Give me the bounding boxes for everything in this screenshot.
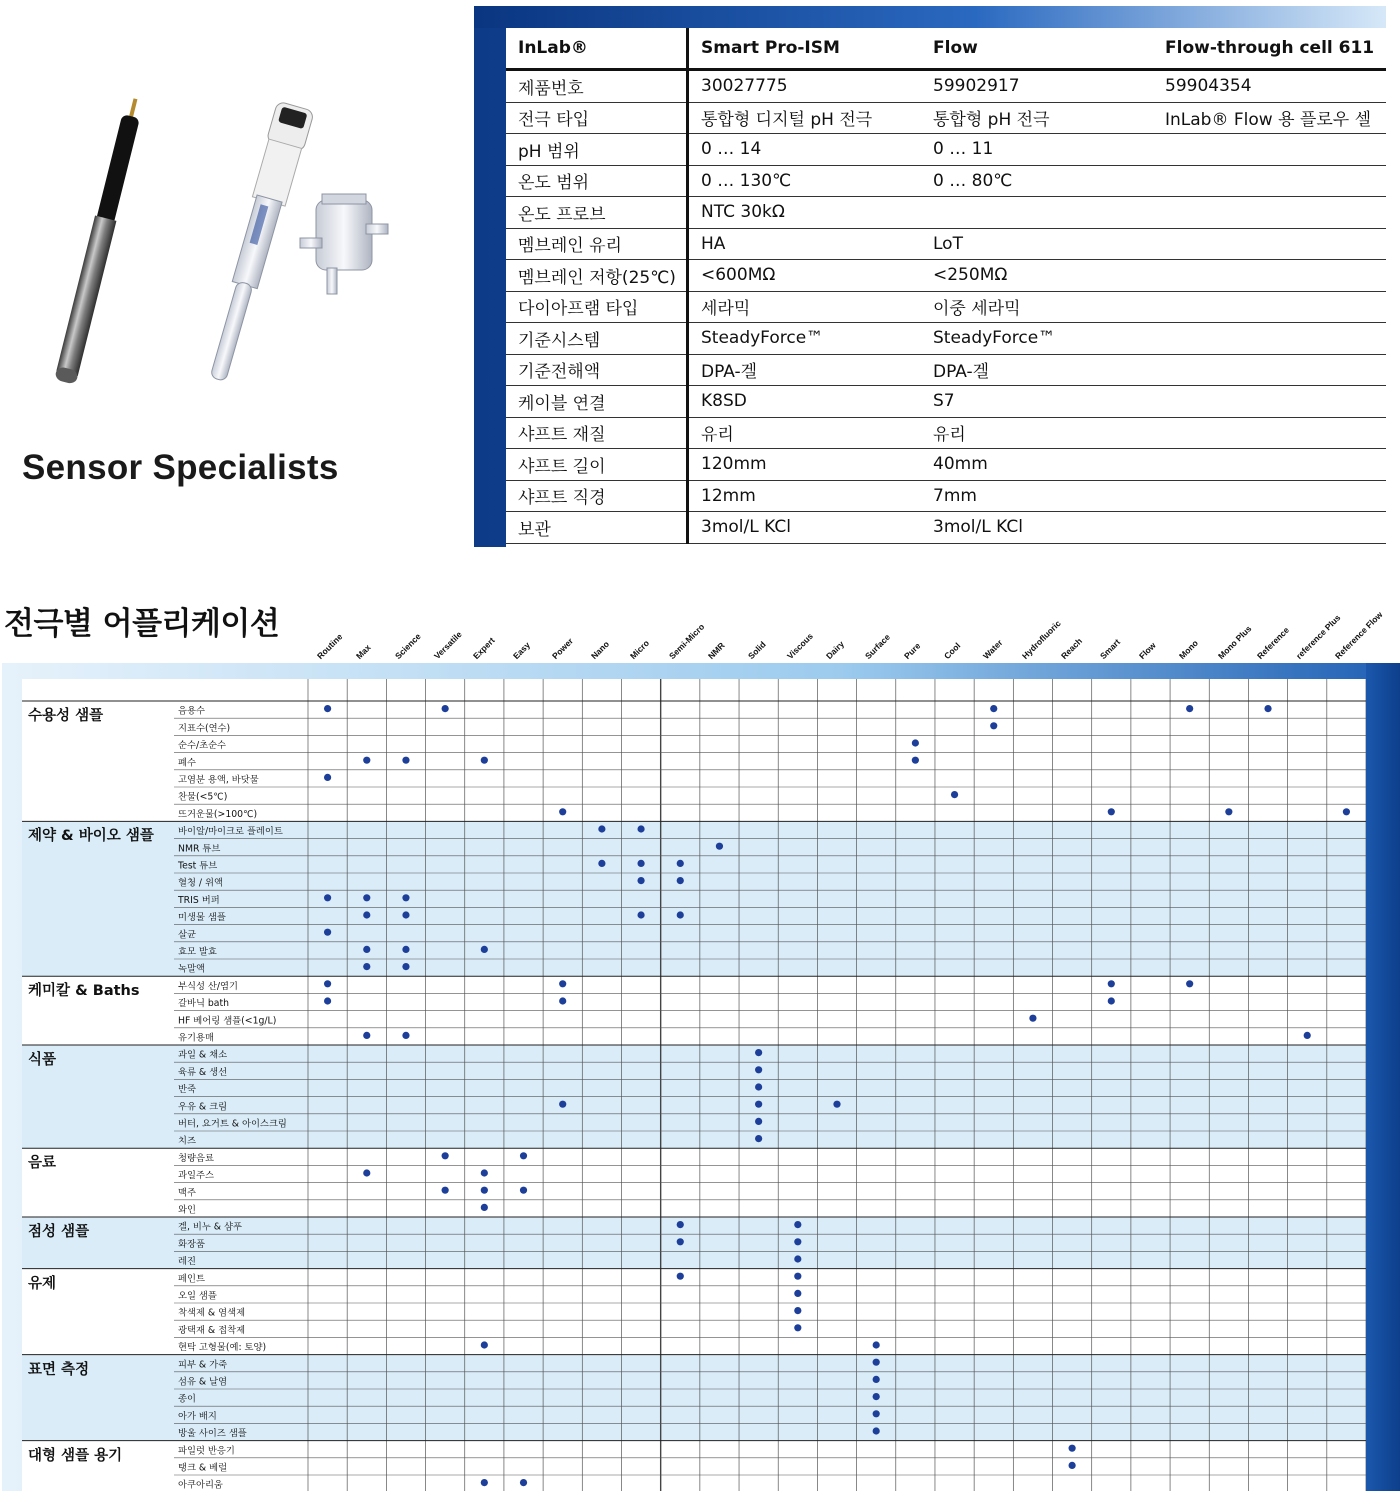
spec-cell (1153, 323, 1386, 355)
application-row-label: 폐수 (178, 757, 196, 769)
spec-cell: NTC 30kΩ (688, 197, 922, 229)
electrode-black-icon (54, 96, 146, 385)
spec-cell (1153, 134, 1386, 166)
category-label: 제약 & 바이오 샘플 (28, 828, 154, 845)
application-dot (481, 1479, 488, 1486)
spec-cell: 통합형 pH 전극 (921, 102, 1153, 134)
spec-cell: 40mm (921, 449, 1153, 481)
spec-cell: 12mm (688, 480, 922, 512)
application-row-label: 방울 사이즈 샘플 (178, 1428, 247, 1440)
spec-cell: LoT (921, 228, 1153, 260)
spec-row-label: 다이아프램 타입 (506, 291, 688, 323)
application-row-label: 현탁 고형물(예: 토양) (178, 1342, 267, 1354)
application-dot (520, 1152, 527, 1159)
application-dot (755, 1101, 762, 1108)
spec-table (506, 28, 1386, 544)
application-dot (402, 963, 409, 970)
application-row-label: 순수/초순수 (178, 740, 227, 752)
spec-row (506, 197, 1386, 229)
spec-row (506, 354, 1386, 386)
spec-row (506, 512, 1386, 544)
application-dot (755, 1083, 762, 1090)
electrode-column-header: Hydrofluoric (1019, 618, 1063, 661)
application-dot (1186, 980, 1193, 987)
application-dot (402, 757, 409, 764)
electrode-column-header: Reach (1059, 635, 1085, 661)
electrode-column-header: Dairy (823, 638, 847, 661)
application-chart (22, 679, 1366, 1491)
application-row-label: 미생물 샘플 (178, 912, 226, 924)
flow-cell-icon (300, 194, 388, 294)
application-row-label: 과일 & 채소 (178, 1049, 228, 1061)
application-row-label: 음용수 (178, 705, 205, 717)
electrode-column-header: Flow (1137, 640, 1159, 661)
application-dot (324, 929, 331, 936)
application-row-label: 유기용매 (178, 1032, 214, 1044)
electrode-column-header: Versatile (432, 629, 464, 661)
spec-header-row (506, 28, 1386, 70)
application-dot (1108, 980, 1115, 987)
application-dot (716, 843, 723, 850)
spec-cell: <600MΩ (688, 260, 922, 292)
spec-cell: K8SD (688, 386, 922, 418)
application-dot (677, 877, 684, 884)
electrode-column-header: Reference Flow (1333, 609, 1385, 661)
spec-row (506, 386, 1386, 418)
application-row-label: 고염분 용액, 바닷물 (178, 774, 259, 786)
application-dot (481, 1204, 488, 1211)
product-images (0, 0, 470, 430)
spec-row-label: 샤프트 직경 (506, 480, 688, 512)
category-label: 음료 (28, 1155, 57, 1172)
application-row-label: 반죽 (178, 1084, 196, 1096)
spec-row (506, 165, 1386, 197)
spec-cell (1153, 291, 1386, 323)
application-dot (794, 1238, 801, 1245)
spec-cell (1153, 512, 1386, 544)
spec-cell: SteadyForce™ (921, 323, 1153, 355)
application-dot (363, 1032, 370, 1039)
spec-cell: InLab® Flow 용 플로우 셀 (1153, 102, 1386, 134)
application-row-label: 녹말액 (178, 963, 205, 975)
electrode-column-header: Expert (471, 635, 498, 661)
electrode-column-header: Cool (941, 640, 962, 661)
electrode-column-header: Power (549, 635, 575, 661)
electrode-column-header: Semi-Micro (667, 621, 707, 661)
electrode-column-header: Micro (627, 637, 652, 661)
spec-cell: 59902917 (921, 70, 1153, 103)
application-dot (677, 1238, 684, 1245)
application-dot (559, 1101, 566, 1108)
category-label: 식품 (28, 1052, 57, 1068)
application-dot (1264, 705, 1271, 712)
electrode-column-header: Max (353, 642, 373, 661)
application-dot (951, 791, 958, 798)
application-row-label: 아가 배지 (178, 1410, 217, 1422)
spec-cell: DPA-겔 (688, 354, 922, 386)
application-dot (559, 808, 566, 815)
application-dot (755, 1118, 762, 1125)
electrode-column-header: Smart (1098, 636, 1123, 661)
application-dot (677, 911, 684, 918)
application-dot (363, 757, 370, 764)
application-dot (481, 1187, 488, 1194)
spec-cell: 120mm (688, 449, 922, 481)
application-dot (598, 825, 605, 832)
application-dot (637, 911, 644, 918)
spec-row (506, 70, 1386, 103)
spec-header-cell: InLab® (506, 28, 688, 70)
spec-cell (1153, 165, 1386, 197)
application-dot (873, 1427, 880, 1434)
spec-header-cell: Smart Pro-ISM (688, 28, 922, 70)
category-label: 유제 (28, 1275, 57, 1292)
application-dot (559, 980, 566, 987)
electrode-column-header: Easy (510, 639, 532, 661)
application-dot (794, 1290, 801, 1297)
electrode-white-icon (199, 101, 314, 384)
spec-row-label: 전극 타입 (506, 102, 688, 134)
category-label: 대형 샘플 용기 (28, 1447, 123, 1464)
application-row-label: HF 베어링 샘플(<1g/L) (178, 1015, 277, 1027)
application-dot (1029, 1015, 1036, 1022)
spec-cell: 0 … 80℃ (921, 165, 1153, 197)
application-row-label: 바이알/마이크로 플레이트 (178, 826, 283, 838)
application-dot (402, 1032, 409, 1039)
spec-row (506, 134, 1386, 166)
application-dot (481, 1341, 488, 1348)
application-dot (755, 1049, 762, 1056)
application-dot (637, 825, 644, 832)
electrode-column-header: Viscous (784, 630, 815, 661)
application-dot (363, 911, 370, 918)
application-dot (873, 1376, 880, 1383)
application-dot (1108, 997, 1115, 1004)
application-row-label: 찬물(<5℃) (178, 791, 228, 803)
spec-row (506, 291, 1386, 323)
application-dot (794, 1273, 801, 1280)
spec-cell (1153, 228, 1386, 260)
spec-cell (1153, 197, 1386, 229)
spec-row-label: 기준시스템 (506, 323, 688, 355)
application-dot (324, 980, 331, 987)
spec-row (506, 323, 1386, 355)
application-dot (363, 946, 370, 953)
spec-cell: 30027775 (688, 70, 922, 103)
application-dot (324, 894, 331, 901)
spec-row-label: 샤프트 길이 (506, 449, 688, 481)
application-row-label: 아쿠아리움 (178, 1479, 223, 1491)
spec-cell: 3mol/L KCl (921, 512, 1153, 544)
category-label: 표면 측정 (28, 1361, 90, 1378)
spec-cell (1153, 354, 1386, 386)
category-label: 수용성 샘플 (28, 708, 104, 724)
application-dot (794, 1324, 801, 1331)
spec-row-label: 샤프트 재질 (506, 417, 688, 449)
application-row-label: 지표수(연수) (178, 722, 231, 734)
electrode-column-header: NMR (706, 640, 728, 661)
electrode-column-header: Routine (314, 631, 344, 661)
application-dot (402, 946, 409, 953)
spec-cell (1153, 260, 1386, 292)
application-dot (1225, 808, 1232, 815)
spec-row-label: 기준전해액 (506, 354, 688, 386)
spec-cell: 0 … 14 (688, 134, 922, 166)
application-row-label: 우유 & 크림 (178, 1101, 228, 1113)
application-row-label: 맥주 (178, 1187, 196, 1199)
spec-row-label: 보관 (506, 512, 688, 544)
spec-header-cell: Flow (921, 28, 1153, 70)
spec-cell: SteadyForce™ (688, 323, 922, 355)
spec-row (506, 480, 1386, 512)
spec-cell: 3mol/L KCl (688, 512, 922, 544)
application-dot (912, 757, 919, 764)
spec-row-label: 제품번호 (506, 70, 688, 103)
application-dot (324, 774, 331, 781)
application-chart-title: 전극별 어플리케이션 (4, 606, 280, 642)
application-dot (1186, 705, 1193, 712)
spec-cell (1153, 417, 1386, 449)
spec-cell: 0 … 130℃ (688, 165, 922, 197)
application-dot (442, 1187, 449, 1194)
electrode-column-header: Reference (1254, 624, 1292, 661)
application-row-label: 파일럿 반응기 (178, 1445, 235, 1457)
application-dot (402, 894, 409, 901)
application-row-label: 섬유 & 날염 (178, 1376, 228, 1388)
category-band (22, 821, 1366, 976)
application-dot (520, 1187, 527, 1194)
spec-cell (1153, 386, 1386, 418)
application-dot (755, 1135, 762, 1142)
application-dot (794, 1221, 801, 1228)
electrode-column-header: Surface (863, 631, 893, 661)
application-row-label: 탱크 & 베럴 (178, 1462, 228, 1474)
application-dot (481, 1169, 488, 1176)
application-dot (873, 1341, 880, 1348)
application-row-label: 청량음료 (178, 1152, 214, 1164)
brand-heading: Sensor Specialists (22, 448, 339, 487)
spec-cell: 0 … 11 (921, 134, 1153, 166)
application-row-label: 갈바닉 bath (178, 998, 230, 1010)
spec-cell: S7 (921, 386, 1153, 418)
application-row-label: 화장품 (178, 1238, 205, 1250)
application-row-label: 치즈 (178, 1135, 196, 1147)
application-dot (1304, 1032, 1311, 1039)
application-dot (402, 911, 409, 918)
application-dot (794, 1255, 801, 1262)
application-row-label: 페인트 (178, 1273, 205, 1285)
category-label: 케미칼 & Baths (28, 983, 140, 1000)
application-dot (677, 860, 684, 867)
spec-cell: 유리 (688, 417, 922, 449)
spec-cell: 통합형 디지털 pH 전극 (688, 102, 922, 134)
application-dot (873, 1393, 880, 1400)
application-row-label: 착색제 & 염색제 (178, 1307, 246, 1319)
application-row-label: 과일주스 (178, 1170, 214, 1182)
spec-row (506, 449, 1386, 481)
spec-cell: 유리 (921, 417, 1153, 449)
electrode-column-header: Science (392, 631, 423, 661)
application-dot (520, 1479, 527, 1486)
application-dot (677, 1221, 684, 1228)
spec-row (506, 260, 1386, 292)
application-dot (324, 705, 331, 712)
application-dot (677, 1273, 684, 1280)
spec-row-label: 케이블 연결 (506, 386, 688, 418)
application-dot (363, 963, 370, 970)
spec-cell (921, 197, 1153, 229)
spec-cell: 세라믹 (688, 291, 922, 323)
spec-cell: 59904354 (1153, 70, 1386, 103)
application-dot (990, 722, 997, 729)
application-dot (598, 860, 605, 867)
spec-table-panel (506, 28, 1386, 547)
application-dot (912, 739, 919, 746)
application-row-label: 살균 (178, 929, 196, 941)
application-row-label: 부식성 산/염기 (178, 980, 238, 992)
spec-cell: 이중 세라믹 (921, 291, 1153, 323)
application-dot (873, 1410, 880, 1417)
application-chart-frame (2, 663, 1400, 1491)
spec-cell: HA (688, 228, 922, 260)
application-dot (1069, 1462, 1076, 1469)
spec-row-label: 멤브레인 저항(25℃) (506, 260, 688, 292)
application-dot (637, 877, 644, 884)
application-dot (1108, 808, 1115, 815)
application-dot (1069, 1445, 1076, 1452)
spec-cell: DPA-겔 (921, 354, 1153, 386)
application-row-label: 와인 (178, 1204, 196, 1216)
application-dot (324, 997, 331, 1004)
application-row-label: 오일 샘플 (178, 1290, 217, 1302)
application-dot (363, 1169, 370, 1176)
spec-row (506, 417, 1386, 449)
application-dot (794, 1307, 801, 1314)
electrode-column-header: Mono Plus (1215, 623, 1254, 661)
application-row-label: 종이 (178, 1393, 196, 1405)
application-dot (637, 860, 644, 867)
application-dot (559, 997, 566, 1004)
application-grid (22, 679, 1366, 1491)
application-dot (873, 1359, 880, 1366)
application-dot (442, 705, 449, 712)
application-row-label: TRIS 버퍼 (178, 894, 220, 906)
application-dot (481, 757, 488, 764)
application-dot (990, 705, 997, 712)
application-row-label: 레진 (178, 1256, 196, 1268)
application-dot (1343, 808, 1350, 815)
electrode-column-header: Mono (1176, 637, 1200, 661)
application-row-label: 겔, 비누 & 샴푸 (178, 1221, 242, 1233)
application-row-label: 버터, 요거트 & 아이스크림 (178, 1118, 287, 1130)
electrode-column-header: Solid (745, 639, 768, 661)
application-row-label: 혈청 / 위액 (178, 877, 223, 889)
application-dot (481, 946, 488, 953)
spec-row-label: pH 범위 (506, 134, 688, 166)
spec-row-label: 온도 범위 (506, 165, 688, 197)
spec-cell: <250MΩ (921, 260, 1153, 292)
spec-cell (1153, 480, 1386, 512)
electrode-column-header: Pure (902, 640, 923, 661)
application-dot (833, 1101, 840, 1108)
spec-cell: 7mm (921, 480, 1153, 512)
spec-row-label: 멤브레인 유리 (506, 228, 688, 260)
electrode-column-header: Water (980, 637, 1005, 661)
application-dot (755, 1066, 762, 1073)
category-label: 점성 샘플 (28, 1224, 90, 1240)
spec-row (506, 228, 1386, 260)
application-row-label: 피부 & 가죽 (178, 1359, 228, 1371)
spec-row (506, 102, 1386, 134)
spec-cell (1153, 449, 1386, 481)
spec-table-frame (474, 6, 1386, 547)
application-row-label: 효모 발효 (178, 946, 217, 958)
spec-header-cell: Flow-through cell 611 (1153, 28, 1386, 70)
electrode-column-header: Nano (588, 638, 611, 661)
application-dot (442, 1152, 449, 1159)
application-row-label: 뜨거운물(>100℃) (178, 808, 258, 820)
application-dot (363, 894, 370, 901)
application-row-label: NMR 튜브 (178, 843, 221, 855)
electrode-column-header: reference Plus (1294, 612, 1343, 661)
application-row-label: 광택재 & 접착제 (178, 1324, 246, 1336)
spec-row-label: 온도 프로브 (506, 197, 688, 229)
application-row-label: 육류 & 생선 (178, 1066, 228, 1078)
application-row-label: Test 튜브 (178, 860, 218, 872)
